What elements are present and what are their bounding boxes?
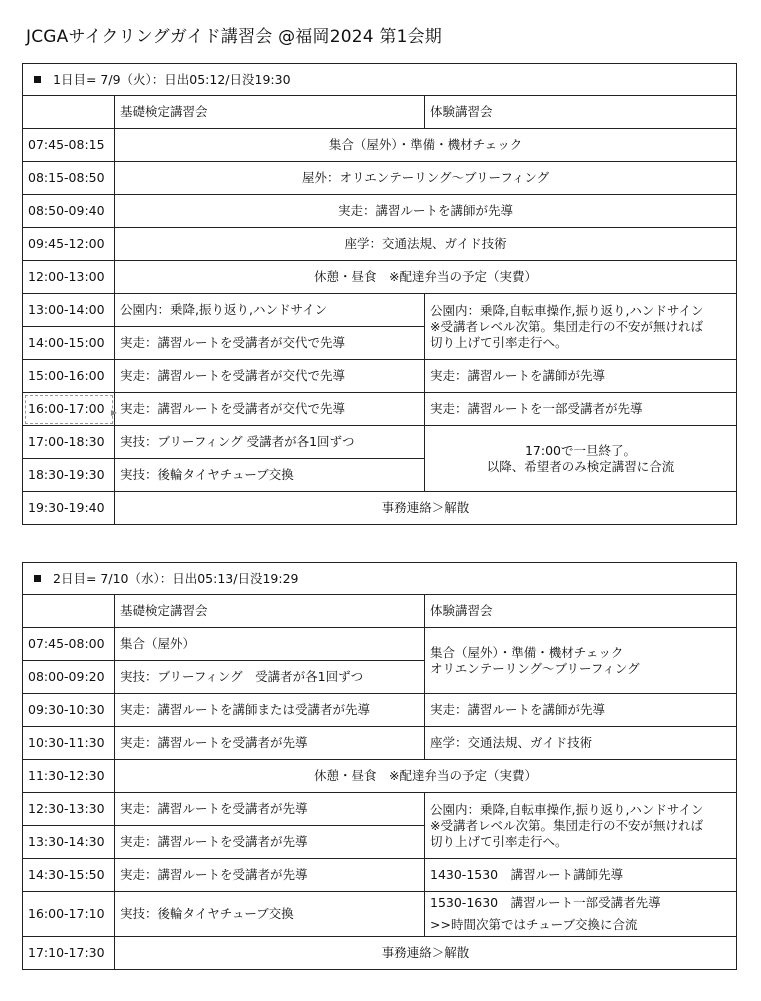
- table-row: [23, 628, 737, 661]
- basic-cell: 実技：後輪タイヤチューブ交換: [115, 459, 425, 492]
- day2-schedule-table: [22, 562, 737, 970]
- time-cell: 11:30-12:30: [23, 760, 115, 793]
- day1-header-row: [23, 64, 737, 96]
- experience-line: 切り上げて引率走行へ。: [430, 334, 568, 350]
- time-cell: 18:30-19:30: [23, 459, 115, 492]
- day1-column-titles: [23, 96, 737, 129]
- col-title-basic: 基礎検定講習会: [115, 96, 425, 129]
- basic-cell: 実技：ブリーフィング 受講者が各1回ずつ: [115, 426, 425, 459]
- time-cell: 12:30-13:30: [23, 793, 115, 826]
- time-cell: 09:45-12:00: [23, 228, 115, 261]
- col-title-experience: 体験講習会: [425, 96, 737, 129]
- day2-column-titles: [23, 595, 737, 628]
- experience-cell: 1430-1530 講習ルート講師先導: [425, 859, 737, 892]
- time-text: 16:00-17:00: [28, 401, 105, 416]
- table-row: [23, 393, 737, 426]
- day2-header-row: [23, 563, 737, 595]
- day1-header: [23, 64, 737, 96]
- table-row: [23, 426, 737, 459]
- basic-cell: 実技：ブリーフィング 受講者が各1回ずつ: [115, 661, 425, 694]
- basic-cell: 実走：講習ルートを受講者が先導: [115, 727, 425, 760]
- activity-cell: 座学：交通法規、ガイド技術: [115, 228, 737, 261]
- table-row: [23, 195, 737, 228]
- time-cell: 17:10-17:30: [23, 937, 115, 970]
- experience-line: 公園内：乗降,自転車操作,振り返り,ハンドサイン: [430, 302, 704, 318]
- experience-line: オリエンテーリング～ブリーフィング: [430, 660, 640, 676]
- basic-cell: 集合（屋外）: [115, 628, 425, 661]
- day1-header-text: 1日目= 7/9（火）：日出05:12/日没19:30: [53, 71, 291, 87]
- time-cell: 14:30-15:50: [23, 859, 115, 892]
- experience-cell: [425, 892, 737, 937]
- basic-cell: 実技：後輪タイヤチューブ交換: [115, 892, 425, 937]
- table-row: [23, 492, 737, 525]
- day2-header-text: 2日目= 7/10（水）：日出05:13/日没19:29: [53, 570, 299, 586]
- time-cell: 15:00-16:00: [23, 360, 115, 393]
- day1-schedule-table: [22, 63, 737, 525]
- empty-cell: [23, 595, 115, 628]
- time-cell: 08:00-09:20: [23, 661, 115, 694]
- basic-cell: 実走：講習ルートを受講者が交代で先導: [115, 393, 425, 426]
- experience-cell: 実走：講習ルートを講師が先導: [425, 694, 737, 727]
- experience-cell: [425, 628, 737, 694]
- time-cell-selected[interactable]: [23, 393, 115, 426]
- col-title-basic: 基礎検定講習会: [115, 595, 425, 628]
- table-row: [23, 859, 737, 892]
- basic-cell: 実走：講習ルートを受講者が交代で先導: [115, 327, 425, 360]
- experience-cell: [425, 426, 737, 492]
- empty-cell: [23, 96, 115, 129]
- time-cell: 10:30-11:30: [23, 727, 115, 760]
- basic-cell: 実走：講習ルートを受講者が先導: [115, 859, 425, 892]
- experience-line: 集合（屋外）・準備・機材チェック: [430, 644, 624, 660]
- col-title-experience: 体験講習会: [425, 595, 737, 628]
- time-cell: 09:30-10:30: [23, 694, 115, 727]
- table-row: [23, 360, 737, 393]
- resize-handle-icon[interactable]: ▶: [110, 408, 117, 417]
- square-bullet-icon: [34, 76, 41, 83]
- basic-cell: 公園内：乗降,振り返り,ハンドサイン: [115, 294, 425, 327]
- activity-cell: 休憩・昼食 ※配達弁当の予定（実費）: [115, 760, 737, 793]
- activity-cell: 事務連絡＞解散: [115, 492, 737, 525]
- square-bullet-icon: [34, 575, 41, 582]
- experience-cell: 座学：交通法規、ガイド技術: [425, 727, 737, 760]
- experience-line: 17:00で一旦終了。: [524, 442, 637, 458]
- time-cell: 16:00-17:10: [23, 892, 115, 937]
- table-row: [23, 294, 737, 327]
- time-cell: 13:30-14:30: [23, 826, 115, 859]
- table-row: [23, 228, 737, 261]
- experience-cell: [425, 294, 737, 360]
- basic-cell: 実走：講習ルートを受講者が先導: [115, 793, 425, 826]
- time-cell: 07:45-08:00: [23, 628, 115, 661]
- page-title: JCGAサイクリングガイド講習会 @福岡2024 第1会期: [26, 27, 442, 47]
- table-row: [23, 694, 737, 727]
- experience-line: 公園内：乗降,自転車操作,振り返り,ハンドサイン: [430, 801, 704, 817]
- time-cell: 07:45-08:15: [23, 129, 115, 162]
- experience-line: 切り上げて引率走行へ。: [430, 833, 568, 849]
- experience-line: ※受講者レベル次第。集団走行の不安が無ければ: [430, 318, 703, 334]
- day2-header: [23, 563, 737, 595]
- activity-cell: 実走：講習ルートを講師が先導: [115, 195, 737, 228]
- table-row: [23, 760, 737, 793]
- time-cell: 12:00-13:00: [23, 261, 115, 294]
- basic-cell: 実走：講習ルートを受講者が交代で先導: [115, 360, 425, 393]
- time-cell: 08:15-08:50: [23, 162, 115, 195]
- time-cell: 17:00-18:30: [23, 426, 115, 459]
- activity-cell: 集合（屋外）・準備・機材チェック: [115, 129, 737, 162]
- table-row: [23, 129, 737, 162]
- table-row: [23, 727, 737, 760]
- table-row: [23, 937, 737, 970]
- table-row: [23, 261, 737, 294]
- table-row: [23, 162, 737, 195]
- time-cell: 13:00-14:00: [23, 294, 115, 327]
- activity-cell: 事務連絡＞解散: [115, 937, 737, 970]
- time-cell: 14:00-15:00: [23, 327, 115, 360]
- table-row: [23, 892, 737, 937]
- experience-line: 1530-1630 講習ルート一部受講者先導: [430, 895, 661, 910]
- experience-line: ※受講者レベル次第。集団走行の不安が無ければ: [430, 817, 703, 833]
- activity-cell: 休憩・昼食 ※配達弁当の予定（実費）: [115, 261, 737, 294]
- experience-cell: [425, 793, 737, 859]
- activity-cell: 屋外：オリエンテーリング～ブリーフィング: [115, 162, 737, 195]
- time-cell: 19:30-19:40: [23, 492, 115, 525]
- time-cell: 08:50-09:40: [23, 195, 115, 228]
- experience-line: >>時間次第ではチューブ交換に合流: [430, 917, 638, 932]
- basic-cell: 実走：講習ルートを講師または受講者が先導: [115, 694, 425, 727]
- table-row: [23, 793, 737, 826]
- experience-cell: 実走：講習ルートを講師が先導: [425, 360, 737, 393]
- experience-cell: 実走：講習ルートを一部受講者が先導: [425, 393, 737, 426]
- experience-line: 以降、希望者のみ検定講習に合流: [486, 458, 675, 474]
- basic-cell: 実走：講習ルートを受講者が先導: [115, 826, 425, 859]
